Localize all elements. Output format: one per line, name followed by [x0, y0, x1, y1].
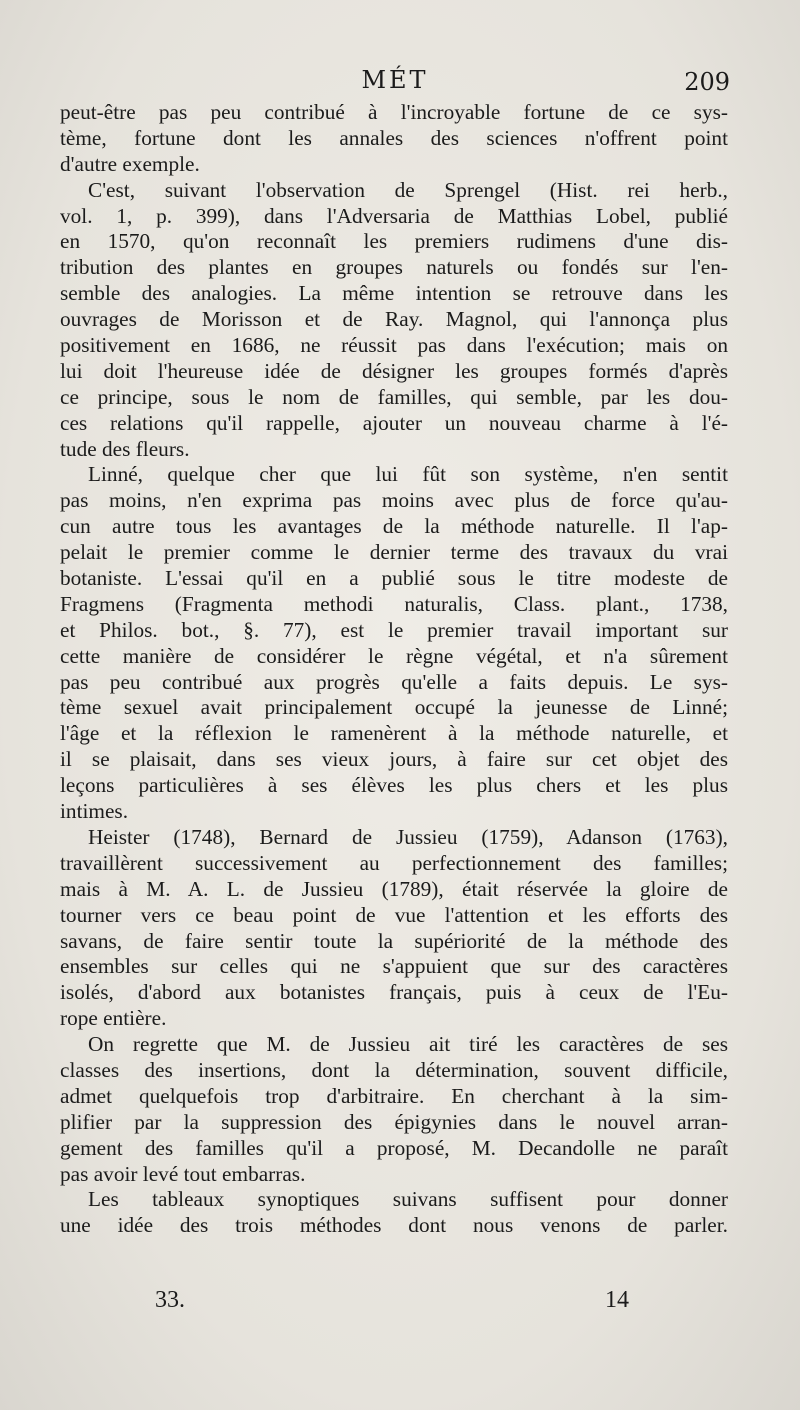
text-line: il se plaisait, dans ses vieux jours, à faire sur cet objet des — [60, 747, 728, 772]
text-line: savans, de faire sentir toute la supériorité de la méthode des — [60, 928, 728, 953]
text-line: intimes. — [60, 799, 129, 824]
text-line: vol. 1, p. 399), dans l'Adversaria de Matthias Lobel, publié — [60, 203, 728, 228]
text-line: une idée des trois méthodes dont nous venons de parler. — [60, 1213, 728, 1238]
text-line: isolés, d'abord aux botanistes français, puis à ceux de l'Eu- — [60, 980, 728, 1005]
text-line: Les tableaux synoptiques suivans suffisent pour donner — [88, 1187, 728, 1212]
text-line: positivement en 1686, ne réussit pas dans l'exécution; mais on — [60, 333, 728, 358]
text-line: cette manière de considérer le règne végétal, et n'a sûrement — [60, 643, 728, 668]
text-line: C'est, suivant l'observation de Sprengel (Hist. rei herb., — [88, 177, 728, 202]
text-line: l'âge et la réflexion le ramenèrent à la méthode naturelle, et — [60, 721, 728, 746]
text-line: admet quelquefois trop d'arbitraire. En cherchant à la sim- — [60, 1083, 728, 1108]
text-line: semble des analogies. La même intention se retrouve dans les — [60, 281, 728, 306]
signature-mark: 33. — [155, 1287, 185, 1313]
text-line: Linné, quelque cher que lui fût son système, n'en sentit — [88, 462, 728, 487]
text-line: rope entière. — [60, 1006, 167, 1031]
text-line: Heister (1748), Bernard de Jussieu (1759), Adanson (1763), — [88, 824, 728, 849]
text-line: tude des fleurs. — [60, 436, 190, 461]
text-line: botaniste. L'essai qu'il en a publié sous le titre modeste de — [60, 566, 728, 591]
text-line: lui doit l'heureuse idée de désigner les groupes formés d'après — [60, 358, 728, 383]
text-line: gement des familles qu'il a proposé, M. Decandolle ne paraît — [60, 1135, 728, 1160]
text-line: et Philos. bot., §. 77), est le premier travail important sur — [60, 617, 728, 642]
text-line: d'autre exemple. — [60, 151, 200, 176]
text-line: cun autre tous les avantages de la méthode naturelle. Il l'ap- — [60, 514, 728, 539]
text-line: peut-être pas peu contribué à l'incroyable fortune de ce sys- — [60, 100, 728, 124]
text-line: travaillèrent successivement au perfectionnement des familles; — [60, 850, 728, 875]
text-line: plifier par la suppression des épigynies dans le nouvel arran- — [60, 1109, 728, 1134]
running-head — [60, 66, 730, 96]
body-text — [60, 100, 728, 1239]
text-line: pas moins, n'en exprima pas moins avec plus de force qu'au- — [60, 488, 728, 513]
text-line: leçons particulières à ses élèves les plus chers et les plus — [60, 773, 728, 798]
page-number: 209 — [684, 68, 730, 96]
page-footer — [60, 1287, 730, 1317]
text-line: On regrette que M. de Jussieu ait tiré les caractères de ses — [88, 1032, 728, 1057]
text-line: Fragmens (Fragmenta methodi naturalis, Class. plant., 1738, — [60, 591, 728, 616]
text-line: tribution des plantes en groupes naturels ou fondés sur l'en- — [60, 255, 728, 280]
running-title: MÉT — [361, 66, 429, 94]
text-line: classes des insertions, dont la détermination, souvent difficile, — [60, 1057, 728, 1082]
text-line: en 1570, qu'on reconnaît les premiers rudimens d'une dis- — [60, 229, 728, 254]
text-line: ensembles sur celles qui ne s'appuient que sur des caractères — [60, 954, 728, 979]
text-line: ouvrages de Morisson et de Ray. Magnol, qui l'annonça plus — [60, 307, 728, 332]
text-line: pas peu contribué aux progrès qu'elle a faits depuis. Le sys- — [60, 669, 728, 694]
text-line: tème sexuel avait principalement occupé la jeunesse de Linné; — [60, 695, 728, 720]
sheet-mark: 14 — [605, 1287, 629, 1313]
text-line: pas avoir levé tout embarras. — [60, 1161, 306, 1186]
text-line: ces relations qu'il rappelle, ajouter un nouveau charme à l'é- — [60, 410, 728, 435]
text-line: tourner vers ce beau point de vue l'attention et les efforts des — [60, 902, 728, 927]
text-line: mais à M. A. L. de Jussieu (1789), était réservée la gloire de — [60, 876, 728, 901]
text-line: pelait le premier comme le dernier terme des travaux du vrai — [60, 540, 728, 565]
text-line: ce principe, sous le nom de familles, qui semble, par les dou- — [60, 384, 728, 409]
text-line: tème, fortune dont les annales des sciences n'offrent point — [60, 125, 728, 150]
